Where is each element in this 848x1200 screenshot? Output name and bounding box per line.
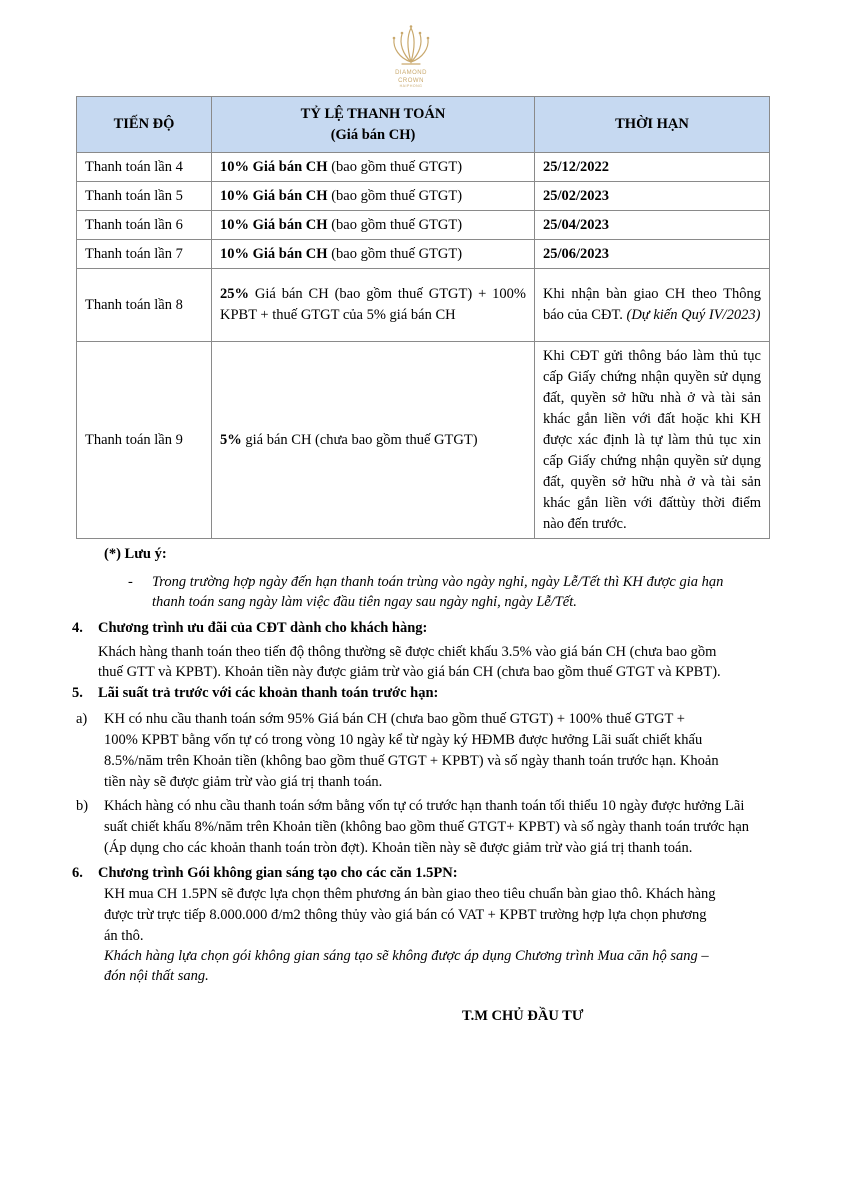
logo-brand-line1: DIAMOND bbox=[395, 70, 427, 76]
rate-rest: giá bán CH (chưa bao gồm thuế GTGT) bbox=[241, 431, 478, 448]
deadline-text: Khi nhận bàn giao CH theo Thông báo của CĐT. bbox=[543, 286, 761, 323]
rate-bold: 10% Giá bán CH bbox=[220, 158, 328, 175]
note-bullet: - bbox=[128, 574, 133, 590]
rate-cell bbox=[212, 211, 535, 240]
deadline-cell: 25/04/2023 bbox=[535, 211, 770, 240]
section6-number: 6. bbox=[72, 865, 83, 881]
deadline-cell bbox=[535, 269, 770, 342]
section5-a-label: a) bbox=[76, 711, 88, 727]
section6-title: Chương trình Gói không gian sáng tạo cho các căn 1.5PN: bbox=[98, 865, 458, 881]
rate-rest: Giá bán CH (bao gồm thuế GTGT) + 100% KPBT + thuế GTGT của 5% giá bán CH bbox=[220, 286, 526, 323]
rate-bold: 10% Giá bán CH bbox=[220, 245, 328, 262]
signature-title: T.M CHỦ ĐẦU TƯ bbox=[462, 1008, 584, 1024]
rate-rest: (bao gồm thuế GTGT) bbox=[327, 245, 463, 262]
deadline-cell: 25/12/2022 bbox=[535, 153, 770, 182]
rate-bold: 25% bbox=[220, 286, 249, 302]
rate-rest: (bao gồm thuế GTGT) bbox=[327, 187, 463, 204]
table-row bbox=[77, 211, 770, 240]
section4-title: Chương trình ưu đãi của CĐT dành cho khách hàng: bbox=[98, 620, 428, 636]
section4-line1: Khách hàng thanh toán theo tiến độ thông thường sẽ được chiết khấu 3.5% vào giá bán CH (chưa bao gồm bbox=[98, 644, 717, 660]
note-text-line1: Trong trường hợp ngày đến hạn thanh toán trùng vào ngày nghỉ, ngày Lễ/Tết thì KH được gia hạn bbox=[152, 574, 724, 590]
header-deadline: THỜI HẠN bbox=[535, 97, 770, 153]
table-row bbox=[77, 269, 770, 342]
deadline-cell: 25/02/2023 bbox=[535, 182, 770, 211]
table-row bbox=[77, 240, 770, 269]
section6-line1: KH mua CH 1.5PN sẽ được lựa chọn thêm phương án bàn giao theo tiêu chuẩn bàn giao thô. Khách hàng bbox=[104, 886, 716, 902]
section6-line3: án thô. bbox=[104, 928, 144, 944]
table-row bbox=[77, 342, 770, 539]
rate-rest: (bao gồm thuế GTGT) bbox=[327, 158, 463, 175]
section6-italic-line1: Khách hàng lựa chọn gói không gian sáng tạo sẽ không được áp dụng Chương trình Mua căn hộ sang – bbox=[104, 948, 709, 964]
rate-cell bbox=[212, 182, 535, 211]
note-title: (*) Lưu ý: bbox=[104, 546, 167, 562]
stage-cell: Thanh toán lần 9 bbox=[77, 342, 212, 539]
section5-number: 5. bbox=[72, 685, 83, 701]
table-row bbox=[77, 182, 770, 211]
section5-a-line1: KH có nhu cầu thanh toán sớm 95% Giá bán CH (chưa bao gồm thuế GTGT) + 100% thuế GTGT + bbox=[104, 711, 685, 727]
stage-cell: Thanh toán lần 5 bbox=[77, 182, 212, 211]
logo-brand-line3: HAIPHONG bbox=[399, 84, 423, 88]
stage-cell: Thanh toán lần 7 bbox=[77, 240, 212, 269]
section5-a-line4: tiền này sẽ được giảm trừ vào giá trị thanh toán. bbox=[104, 774, 383, 790]
header-payment-rate-line1: TỶ LỆ THANH TOÁN bbox=[300, 105, 446, 122]
deadline-note: (Dự kiến Quý IV/2023) bbox=[626, 307, 761, 323]
rate-bold: 10% Giá bán CH bbox=[220, 216, 328, 233]
logo bbox=[384, 22, 438, 94]
section5-title: Lãi suất trả trước với các khoản thanh toán trước hạn: bbox=[98, 685, 439, 701]
rate-rest: (bao gồm thuế GTGT) bbox=[327, 216, 463, 233]
section5-b-line3: (Áp dụng cho các khoản thanh toán tròn đợt). Khoản tiền này sẽ được giảm trừ vào giá trị thanh toán. bbox=[104, 840, 693, 856]
table-header-row bbox=[77, 97, 770, 153]
header-payment-rate bbox=[212, 97, 535, 153]
table-row bbox=[77, 153, 770, 182]
section6-italic-line2: đón nội thất sang. bbox=[104, 968, 209, 984]
stage-cell: Thanh toán lần 8 bbox=[77, 269, 212, 342]
rate-bold: 10% Giá bán CH bbox=[220, 187, 328, 204]
section5-b-line1: Khách hàng có nhu cầu thanh toán sớm bằng vốn tự có trước hạn thanh toán tối thiểu 10 ngày được hưởng Lãi bbox=[104, 798, 745, 814]
section5-b-line2: suất chiết khấu 8%/năm trên Khoản tiền (không bao gồm thuế GTGT+ KPBT) và số ngày thanh toán trước hạn bbox=[104, 819, 750, 835]
rate-cell bbox=[212, 269, 535, 342]
section4-number: 4. bbox=[72, 620, 83, 636]
crown-logo-icon bbox=[388, 22, 434, 68]
rate-cell bbox=[212, 153, 535, 182]
stage-cell: Thanh toán lần 4 bbox=[77, 153, 212, 182]
payment-schedule-table bbox=[76, 96, 770, 539]
header-payment-rate-line2: (Giá bán CH) bbox=[330, 126, 416, 143]
section6-line2: được trừ trực tiếp 8.000.000 đ/m2 thông thủy vào giá bán có VAT + KPBT trường hợp lựa chọn phương bbox=[104, 907, 707, 923]
section5-a-line2: 100% KPBT bằng vốn tự có trong vòng 10 ngày kể từ ngày ký HĐMB được hưởng Lãi suất chiết khấu bbox=[104, 732, 703, 748]
logo-brand-line2: CROWN bbox=[398, 78, 424, 84]
rate-cell bbox=[212, 342, 535, 539]
stage-cell: Thanh toán lần 6 bbox=[77, 211, 212, 240]
note-text-line2: thanh toán sang ngày làm việc đầu tiên ngay sau ngày nghỉ, ngày Lễ/Tết. bbox=[152, 594, 577, 610]
header-progress: TIẾN ĐỘ bbox=[77, 97, 212, 153]
section5-a-line3: 8.5%/năm trên Khoản tiền (không bao gồm thuế GTGT + KPBT) và số ngày thanh toán trước hạn. Khoản bbox=[104, 753, 719, 769]
section5-b-label: b) bbox=[76, 798, 89, 814]
deadline-cell: Khi CĐT gửi thông báo làm thủ tục cấp Giấy chứng nhận quyền sử dụng đất, quyền sở hữu nhà ở và tài sản khác gắn liền với đất hoặc khi KH được xác định là tự làm thủ tục xin cấp Giấy chứng nhận quyền sử dụng đất, quyền sở hữu nhà ở và tài sản khác gắn liền với đấttùy thời điểm nào đến trước. bbox=[535, 342, 770, 539]
section4-line2: thuế GTT và KPBT). Khoản tiền này được giảm trừ vào giá bán CH (chưa bao gồm thuế GTGT và KPBT). bbox=[98, 664, 721, 680]
deadline-cell: 25/06/2023 bbox=[535, 240, 770, 269]
rate-bold: 5% bbox=[220, 431, 242, 448]
rate-cell bbox=[212, 240, 535, 269]
